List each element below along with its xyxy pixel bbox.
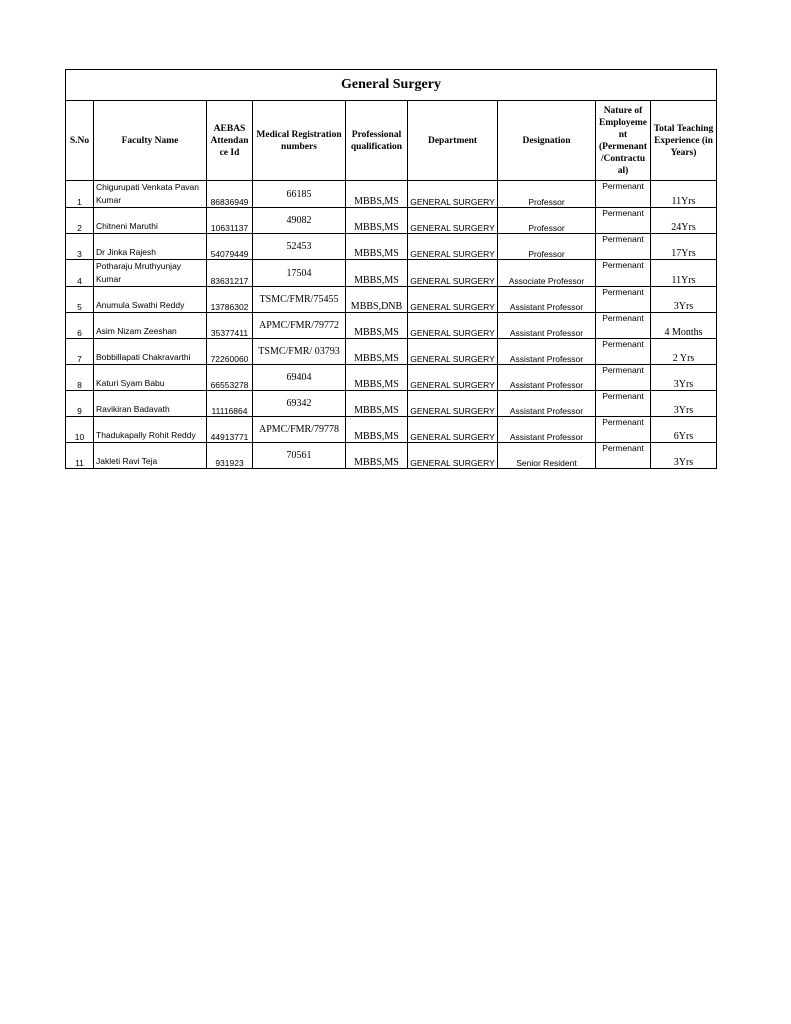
experience-cell: 17Yrs xyxy=(651,234,717,260)
nature-cell: Permenant xyxy=(596,208,651,234)
header-qualification: Professional qualification xyxy=(346,101,408,181)
header-designation: Designation xyxy=(498,101,596,181)
experience-cell: 2 Yrs xyxy=(651,339,717,365)
faculty-name-cell: Thadukapally Rohit Reddy xyxy=(94,417,207,443)
department-cell: GENERAL SURGERY xyxy=(408,287,498,313)
qualification-cell: MBBS,MS xyxy=(346,391,408,417)
sno-cell: 9 xyxy=(66,391,94,417)
designation-cell: Professor xyxy=(498,181,596,208)
qualification-cell: MBBS,MS xyxy=(346,234,408,260)
sno-cell: 6 xyxy=(66,313,94,339)
table-title: General Surgery xyxy=(66,70,717,101)
designation-cell: Assistant Professor xyxy=(498,417,596,443)
faculty-name-cell: Chitneni Maruthi xyxy=(94,208,207,234)
sno-cell: 3 xyxy=(66,234,94,260)
aebas-id-cell: 44913771 xyxy=(207,417,253,443)
faculty-name-cell: Jakleti Ravi Teja xyxy=(94,443,207,469)
registration-cell: 66185 xyxy=(253,181,346,208)
experience-cell: 3Yrs xyxy=(651,365,717,391)
faculty-name-cell: Chigurupati Venkata Pavan Kumar xyxy=(94,181,207,208)
table-row xyxy=(66,365,717,391)
nature-cell: Permenant xyxy=(596,260,651,287)
table-row xyxy=(66,417,717,443)
sno-cell: 8 xyxy=(66,365,94,391)
aebas-id-cell: 11116864 xyxy=(207,391,253,417)
sno-cell: 11 xyxy=(66,443,94,469)
designation-cell: Assistant Professor xyxy=(498,313,596,339)
sno-cell: 7 xyxy=(66,339,94,365)
sno-cell: 5 xyxy=(66,287,94,313)
header-nature: Nature of Employeme nt (Permenant /Contractu al) xyxy=(596,101,651,181)
table-row xyxy=(66,181,717,208)
nature-cell: Permenant xyxy=(596,181,651,208)
table-row xyxy=(66,260,717,287)
faculty-name-cell: Bobbillapati Chakravarthi xyxy=(94,339,207,365)
registration-cell: TSMC/FMR/75455 xyxy=(253,287,346,313)
header-faculty-name: Faculty Name xyxy=(94,101,207,181)
registration-cell: 70561 xyxy=(253,443,346,469)
sno-cell: 2 xyxy=(66,208,94,234)
nature-cell: Permenant xyxy=(596,417,651,443)
nature-cell: Permenant xyxy=(596,339,651,365)
table-row xyxy=(66,287,717,313)
experience-cell: 6Yrs xyxy=(651,417,717,443)
qualification-cell: MBBS,MS xyxy=(346,260,408,287)
aebas-id-cell: 66553278 xyxy=(207,365,253,391)
department-cell: GENERAL SURGERY xyxy=(408,208,498,234)
faculty-name-cell: Ravikiran Badavath xyxy=(94,391,207,417)
table-body xyxy=(66,181,717,469)
header-aebas-id: AEBAS Attendan ce Id xyxy=(207,101,253,181)
aebas-id-cell: 72260060 xyxy=(207,339,253,365)
department-cell: GENERAL SURGERY xyxy=(408,443,498,469)
experience-cell: 11Yrs xyxy=(651,260,717,287)
registration-cell: TSMC/FMR/ 03793 xyxy=(253,339,346,365)
faculty-name-cell: Katuri Syam Babu xyxy=(94,365,207,391)
department-cell: GENERAL SURGERY xyxy=(408,365,498,391)
qualification-cell: MBBS,MS xyxy=(346,417,408,443)
designation-cell: Assistant Professor xyxy=(498,287,596,313)
department-cell: GENERAL SURGERY xyxy=(408,260,498,287)
aebas-id-cell: 83631217 xyxy=(207,260,253,287)
faculty-table xyxy=(65,69,717,469)
faculty-name-cell: Dr Jinka Rajesh xyxy=(94,234,207,260)
table-row xyxy=(66,391,717,417)
experience-cell: 4 Months xyxy=(651,313,717,339)
registration-cell: 69404 xyxy=(253,365,346,391)
experience-cell: 3Yrs xyxy=(651,287,717,313)
faculty-name-cell: Anumula Swathi Reddy xyxy=(94,287,207,313)
header-row xyxy=(66,101,717,181)
aebas-id-cell: 86836949 xyxy=(207,181,253,208)
designation-cell: Senior Resident xyxy=(498,443,596,469)
registration-cell: 52453 xyxy=(253,234,346,260)
qualification-cell: MBBS,MS xyxy=(346,208,408,234)
experience-cell: 3Yrs xyxy=(651,443,717,469)
nature-cell: Permenant xyxy=(596,313,651,339)
nature-cell: Permenant xyxy=(596,391,651,417)
table-row xyxy=(66,339,717,365)
registration-cell: APMC/FMR/79772 xyxy=(253,313,346,339)
table-row xyxy=(66,208,717,234)
nature-cell: Permenant xyxy=(596,234,651,260)
qualification-cell: MBBS,MS xyxy=(346,313,408,339)
department-cell: GENERAL SURGERY xyxy=(408,234,498,260)
sno-cell: 10 xyxy=(66,417,94,443)
aebas-id-cell: 931923 xyxy=(207,443,253,469)
qualification-cell: MBBS,MS xyxy=(346,339,408,365)
designation-cell: Assistant Professor xyxy=(498,391,596,417)
registration-cell: 49082 xyxy=(253,208,346,234)
header-registration: Medical Registration numbers xyxy=(253,101,346,181)
department-cell: GENERAL SURGERY xyxy=(408,339,498,365)
aebas-id-cell: 54079449 xyxy=(207,234,253,260)
experience-cell: 24Yrs xyxy=(651,208,717,234)
department-cell: GENERAL SURGERY xyxy=(408,391,498,417)
aebas-id-cell: 10631137 xyxy=(207,208,253,234)
registration-cell: 17504 xyxy=(253,260,346,287)
nature-cell: Permenant xyxy=(596,443,651,469)
qualification-cell: MBBS,MS xyxy=(346,365,408,391)
aebas-id-cell: 13786302 xyxy=(207,287,253,313)
qualification-cell: MBBS,MS xyxy=(346,181,408,208)
qualification-cell: MBBS,MS xyxy=(346,443,408,469)
designation-cell: Associate Professor xyxy=(498,260,596,287)
aebas-id-cell: 35377411 xyxy=(207,313,253,339)
table-row xyxy=(66,313,717,339)
department-cell: GENERAL SURGERY xyxy=(408,313,498,339)
qualification-cell: MBBS,DNB xyxy=(346,287,408,313)
faculty-name-cell: Asim Nizam Zeeshan xyxy=(94,313,207,339)
sno-cell: 4 xyxy=(66,260,94,287)
table-row xyxy=(66,234,717,260)
department-cell: GENERAL SURGERY xyxy=(408,417,498,443)
table-row xyxy=(66,443,717,469)
registration-cell: APMC/FMR/79778 xyxy=(253,417,346,443)
designation-cell: Professor xyxy=(498,234,596,260)
header-sno: S.No xyxy=(66,101,94,181)
sno-cell: 1 xyxy=(66,181,94,208)
registration-cell: 69342 xyxy=(253,391,346,417)
nature-cell: Permenant xyxy=(596,287,651,313)
designation-cell: Assistant Professor xyxy=(498,365,596,391)
header-department: Department xyxy=(408,101,498,181)
department-cell: GENERAL SURGERY xyxy=(408,181,498,208)
designation-cell: Professor xyxy=(498,208,596,234)
experience-cell: 3Yrs xyxy=(651,391,717,417)
experience-cell: 11Yrs xyxy=(651,181,717,208)
designation-cell: Assistant Professor xyxy=(498,339,596,365)
faculty-name-cell: Potharaju Mruthyunjay Kumar xyxy=(94,260,207,287)
nature-cell: Permenant xyxy=(596,365,651,391)
header-experience: Total Teaching Experience (in Years) xyxy=(651,101,717,181)
